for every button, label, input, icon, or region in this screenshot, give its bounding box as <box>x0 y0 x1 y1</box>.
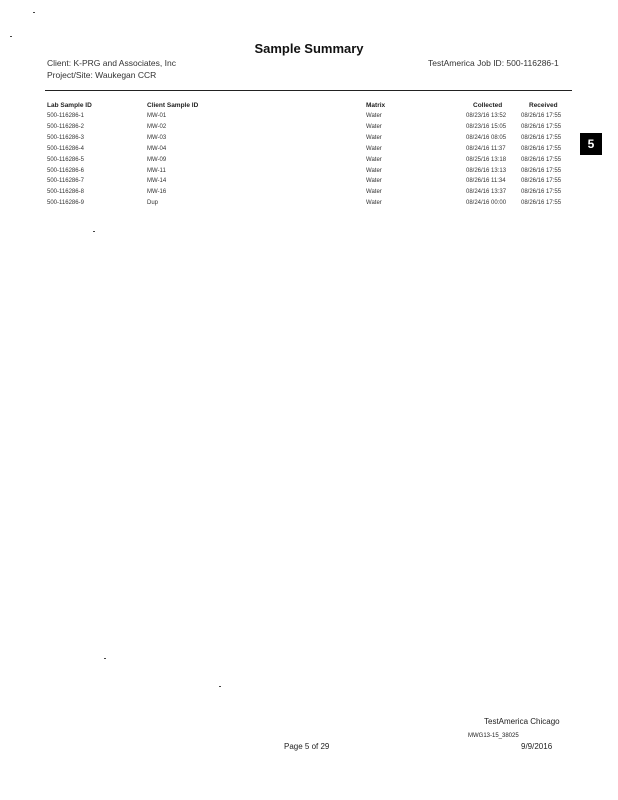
cell-collected: 08/24/16 11:37 <box>466 145 506 152</box>
cell-collected: 08/25/16 13:18 <box>466 156 507 163</box>
cell-client-sample-id: MW-04 <box>147 145 167 152</box>
column-header-received: Received <box>529 102 558 109</box>
cell-received: 08/26/16 17:55 <box>521 167 562 174</box>
cell-received: 08/26/16 17:55 <box>521 178 562 185</box>
cell-received: 08/26/16 17:55 <box>521 123 562 130</box>
cell-client-sample-id: MW-16 <box>147 189 167 196</box>
cell-matrix: Water <box>366 113 382 119</box>
cell-collected: 08/26/16 11:34 <box>466 178 506 185</box>
scan-speck <box>93 231 95 232</box>
cell-collected: 08/23/16 15:05 <box>466 123 507 130</box>
cell-matrix: Water <box>366 200 382 207</box>
cell-matrix: Water <box>366 189 382 196</box>
cell-lab-sample-id: 500-116286-3 <box>47 134 84 141</box>
cell-matrix: Water <box>366 123 382 130</box>
cell-matrix: Water <box>366 145 382 152</box>
cell-matrix: Water <box>366 167 382 174</box>
cell-lab-sample-id: 500-116286-9 <box>47 200 84 207</box>
cell-received: 08/26/16 17:55 <box>521 200 562 207</box>
cell-matrix: Water <box>366 156 382 163</box>
cell-client-sample-id: MW-11 <box>147 167 166 174</box>
cell-client-sample-id: MW-02 <box>147 123 167 130</box>
cell-received: 08/26/16 17:55 <box>521 145 562 152</box>
cell-received: 08/26/16 17:55 <box>521 134 562 141</box>
cell-collected: 08/23/16 13:52 <box>466 113 507 119</box>
column-header-lab-sample-id: Lab Sample ID <box>47 102 92 109</box>
header-divider <box>45 90 572 91</box>
scan-speck <box>219 686 221 687</box>
cell-collected: 08/26/16 13:13 <box>466 167 507 174</box>
cell-lab-sample-id: 500-116286-1 <box>47 113 84 119</box>
cell-collected: 08/24/16 08:05 <box>466 134 507 141</box>
cell-client-sample-id: MW-01 <box>147 113 167 119</box>
cell-received: 08/26/16 17:55 <box>521 156 562 163</box>
job-id: TestAmerica Job ID: 500-116286-1 <box>428 58 559 68</box>
cell-received: 08/26/16 17:55 <box>521 189 562 196</box>
cell-client-sample-id: MW-14 <box>147 178 167 185</box>
cell-client-sample-id: MW-03 <box>147 134 167 141</box>
cell-matrix: Water <box>366 134 382 141</box>
column-header-client-sample-id: Client Sample ID <box>147 102 199 109</box>
scan-speck <box>104 658 106 659</box>
client-name: Client: K-PRG and Associates, Inc <box>47 58 176 68</box>
cell-collected: 08/24/16 00:00 <box>466 200 507 207</box>
cell-lab-sample-id: 500-116286-5 <box>47 156 84 163</box>
cell-received: 08/26/16 17:55 <box>521 113 562 119</box>
cell-lab-sample-id: 500-116286-2 <box>47 123 84 130</box>
page-title: Sample Summary <box>254 41 364 56</box>
cell-matrix: Water <box>366 178 382 185</box>
footer-date: 9/9/2016 <box>521 742 553 751</box>
cell-lab-sample-id: 500-116286-4 <box>47 145 84 152</box>
cell-client-sample-id: Dup <box>147 200 159 207</box>
scan-speck <box>10 36 12 37</box>
cell-lab-sample-id: 500-116286-8 <box>47 189 84 196</box>
scan-speck <box>33 12 35 13</box>
footer-company: TestAmerica Chicago <box>484 717 560 726</box>
cell-lab-sample-id: 500-116286-6 <box>47 167 84 174</box>
column-header-collected: Collected <box>473 102 503 109</box>
cell-client-sample-id: MW-09 <box>147 156 167 163</box>
cell-collected: 08/24/16 13:37 <box>466 189 507 196</box>
project-site: Project/Site: Waukegan CCR <box>47 70 157 80</box>
footer-page-number: Page 5 of 29 <box>284 742 330 751</box>
cell-lab-sample-id: 500-116286-7 <box>47 178 84 185</box>
section-tab: 5 <box>580 133 602 155</box>
column-header-matrix: Matrix <box>366 102 386 109</box>
footer-document-code: MWG13-15_38025 <box>468 733 519 739</box>
